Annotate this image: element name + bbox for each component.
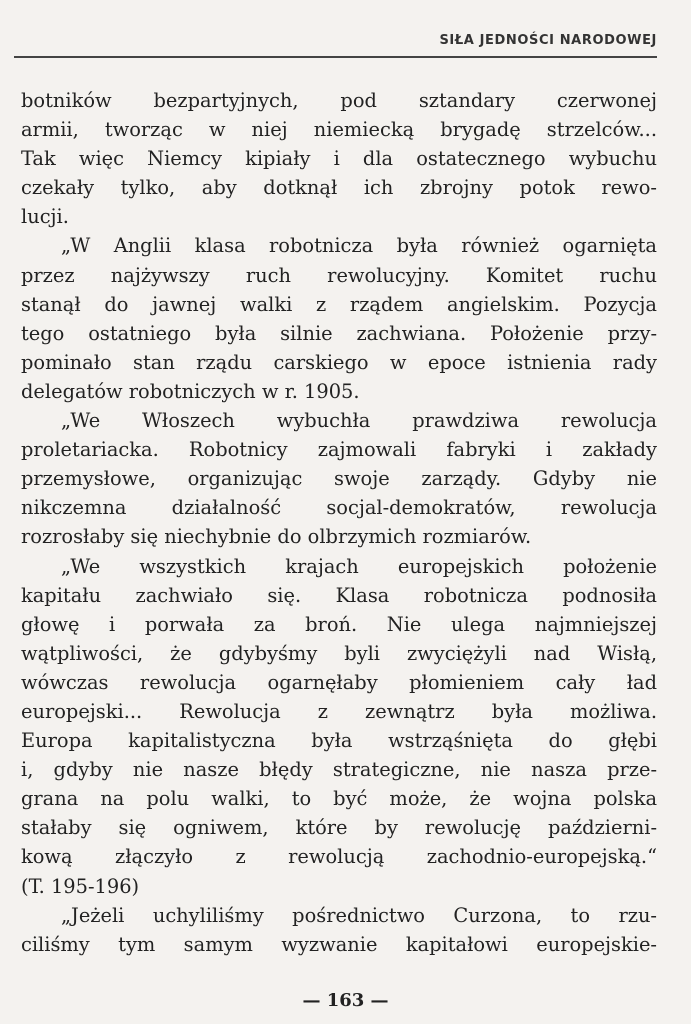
text-line: Europa kapitalistyczna była wstrząśnięta do głębi [21, 729, 657, 753]
text-line: tego ostatniego była silnie zachwiana. Położenie przy- [21, 321, 657, 345]
body-text [21, 86, 657, 959]
text-line: „We wszystkich krajach europejskich położenie [61, 554, 657, 578]
text-line: przemysłowe, organizując swoje zarządy. Gdyby nie [21, 467, 657, 491]
text-line: rozrosłaby się niechybnie do olbrzymich rozmiarów. [21, 525, 532, 549]
text-line: wątpliwości, że gdybyśmy byli zwyciężyli nad Wisłą, [21, 641, 657, 665]
text-line: kową złączyło z rewolucją zachodnio-europejską.“ [21, 845, 657, 869]
header-rule [14, 56, 657, 58]
text-line: czekały tylko, aby dotknął ich zbrojny potok rewo- [21, 176, 657, 200]
running-header: SIŁA JEDNOŚCI NARODOWEJ [439, 33, 657, 48]
text-line: wówczas rewolucja ogarnęłaby płomieniem cały ład [21, 670, 657, 694]
citation-line: (T. 195-196) [21, 874, 140, 898]
text-line: proletariacka. Robotnicy zajmowali fabryki i zakłady [21, 438, 657, 462]
text-line: Tak więc Niemcy kipiały i dla ostatecznego wybuchu [21, 147, 657, 171]
text-line: i, gdyby nie nasze błędy strategiczne, nie nasza prze- [21, 758, 657, 782]
text-line: botników bezpartyjnych, pod sztandary czerwonej [21, 89, 657, 112]
text-line: „W Anglii klasa robotnicza była również ogarnięta [61, 234, 657, 258]
text-line: „Jeżeli uchyliliśmy pośrednictwo Curzona, to rzu- [61, 903, 657, 927]
text-line: pominało stan rządu carskiego w epoce istnienia rady [21, 350, 657, 374]
text-line: stanął do jawnej walki z rządem angielskim. Pozycja [21, 292, 657, 316]
text-line: delegatów robotniczych w r. 1905. [21, 379, 360, 403]
text-line: ciliśmy tym samym wyzwanie kapitałowi europejskie- [21, 932, 657, 956]
page-number: — 163 — [302, 990, 389, 1011]
text-line: przez najżywszy ruch rewolucyjny. Komitet ruchu [21, 263, 657, 287]
text-line: stałaby się ogniwem, które by rewolucję październi- [21, 816, 657, 840]
text-line: lucji. [21, 205, 69, 229]
text-line: armii, tworząc w niej niemiecką brygadę strzelców... [21, 118, 657, 142]
text-line: głowę i porwała za broń. Nie ulega najmniejszej [21, 612, 657, 636]
text-line: kapitału zachwiało się. Klasa robotnicza podnosiła [21, 583, 657, 607]
text-line: „We Włoszech wybuchła prawdziwa rewolucja [61, 409, 657, 433]
text-line: grana na polu walki, to być może, że wojna polska [21, 787, 657, 811]
text-line: europejski... Rewolucja z zewnątrz była możliwa. [21, 699, 657, 723]
text-line: nikczemna działalność socjal-demokratów, rewolucja [21, 496, 657, 520]
